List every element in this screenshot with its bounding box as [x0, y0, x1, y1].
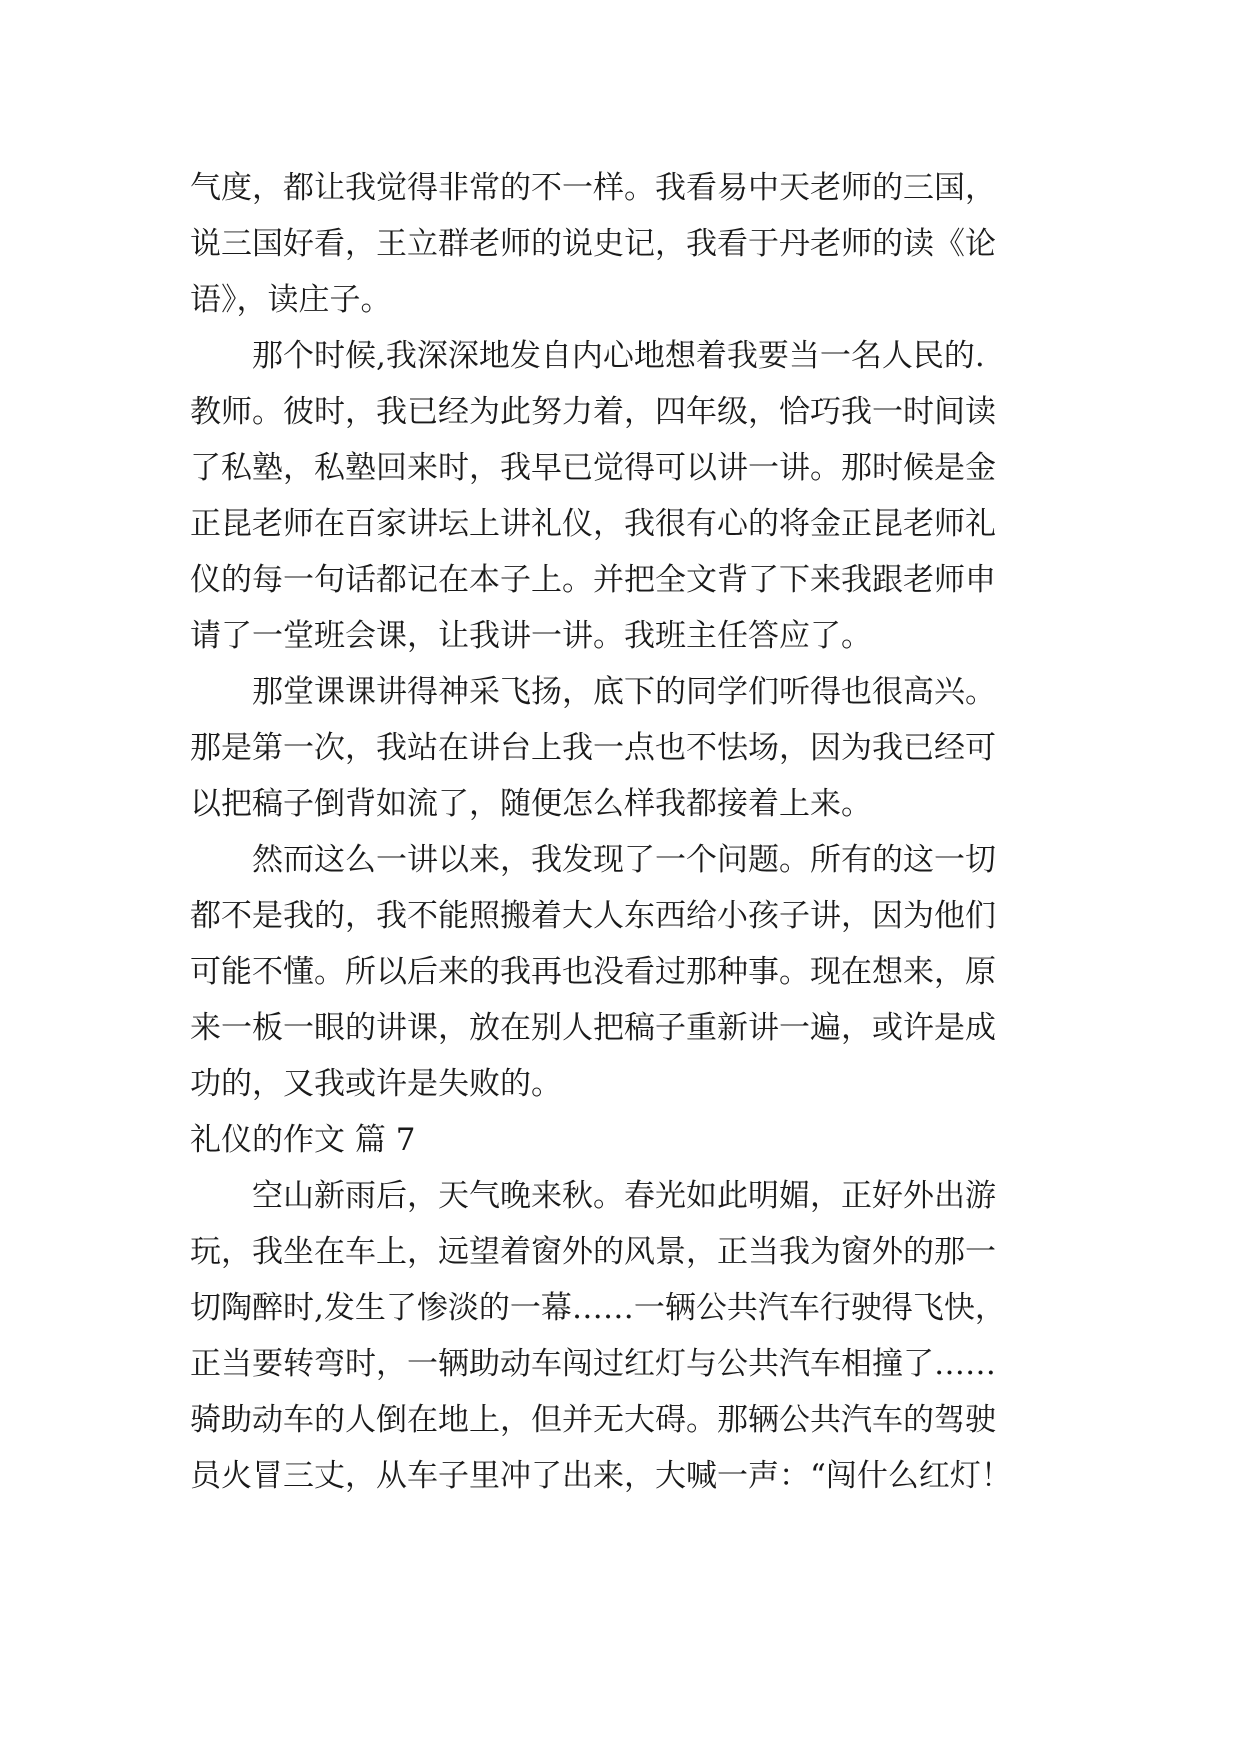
text-line: 切陶醉时,发生了惨淡的一幕……一辆公共汽车行驶得飞快，	[190, 1290, 1006, 1326]
section-heading: 礼仪的作文 篇 7	[190, 1122, 416, 1158]
text-line: 正当要转弯时，一辆助动车闯过红灯与公共汽车相撞了……	[190, 1346, 996, 1382]
text-line: 可能不懂。所以后来的我再也没看过那种事。现在想来，原	[190, 954, 996, 990]
text-line: 气度，都让我觉得非常的不一样。我看易中天老师的三国，	[190, 170, 996, 206]
text-line: 语》，读庄子。	[190, 282, 392, 318]
paragraph-start-line: 那堂课课讲得神采飞扬，底下的同学们听得也很高兴。	[252, 674, 996, 710]
text-line: 说三国好看，王立群老师的说史记，我看于丹老师的读《论	[190, 226, 996, 262]
text-line: 功的，又我或许是失败的。	[190, 1066, 562, 1102]
text-line: 玩，我坐在车上，远望着窗外的风景，正当我为窗外的那一	[190, 1234, 996, 1270]
paragraph-start-line: 那个时候,我深深地发自内心地想着我要当一名人民的.	[252, 338, 985, 374]
text-line: 仪的每一句话都记在本子上。并把全文背了下来我跟老师申	[190, 562, 996, 598]
text-line: 骑助动车的人倒在地上，但并无大碍。那辆公共汽车的驾驶	[190, 1402, 996, 1438]
text-line: 那是第一次，我站在讲台上我一点也不怯场，因为我已经可	[190, 730, 996, 766]
text-line: 请了一堂班会课，让我讲一讲。我班主任答应了。	[190, 618, 872, 654]
text-line: 正昆老师在百家讲坛上讲礼仪，我很有心的将金正昆老师礼	[190, 506, 996, 542]
text-line: 以把稿子倒背如流了，随便怎么样我都接着上来。	[190, 786, 872, 822]
text-line: 了私塾，私塾回来时，我早已觉得可以讲一讲。那时候是金	[190, 450, 996, 486]
text-line: 来一板一眼的讲课，放在别人把稿子重新讲一遍，或许是成	[190, 1010, 996, 1046]
paragraph-start-line: 空山新雨后，天气晚来秋。春光如此明媚，正好外出游	[252, 1178, 996, 1214]
text-line: 教师。彼时，我已经为此努力着，四年级，恰巧我一时间读	[190, 394, 996, 430]
body-text	[190, 160, 1070, 1504]
paragraph-start-line: 然而这么一讲以来，我发现了一个问题。所有的这一切	[252, 842, 996, 878]
text-line: 都不是我的，我不能照搬着大人东西给小孩子讲，因为他们	[190, 898, 996, 934]
text-line: 员火冒三丈，从车子里冲了出来，大喊一声：“闯什么红灯！	[190, 1458, 1012, 1494]
